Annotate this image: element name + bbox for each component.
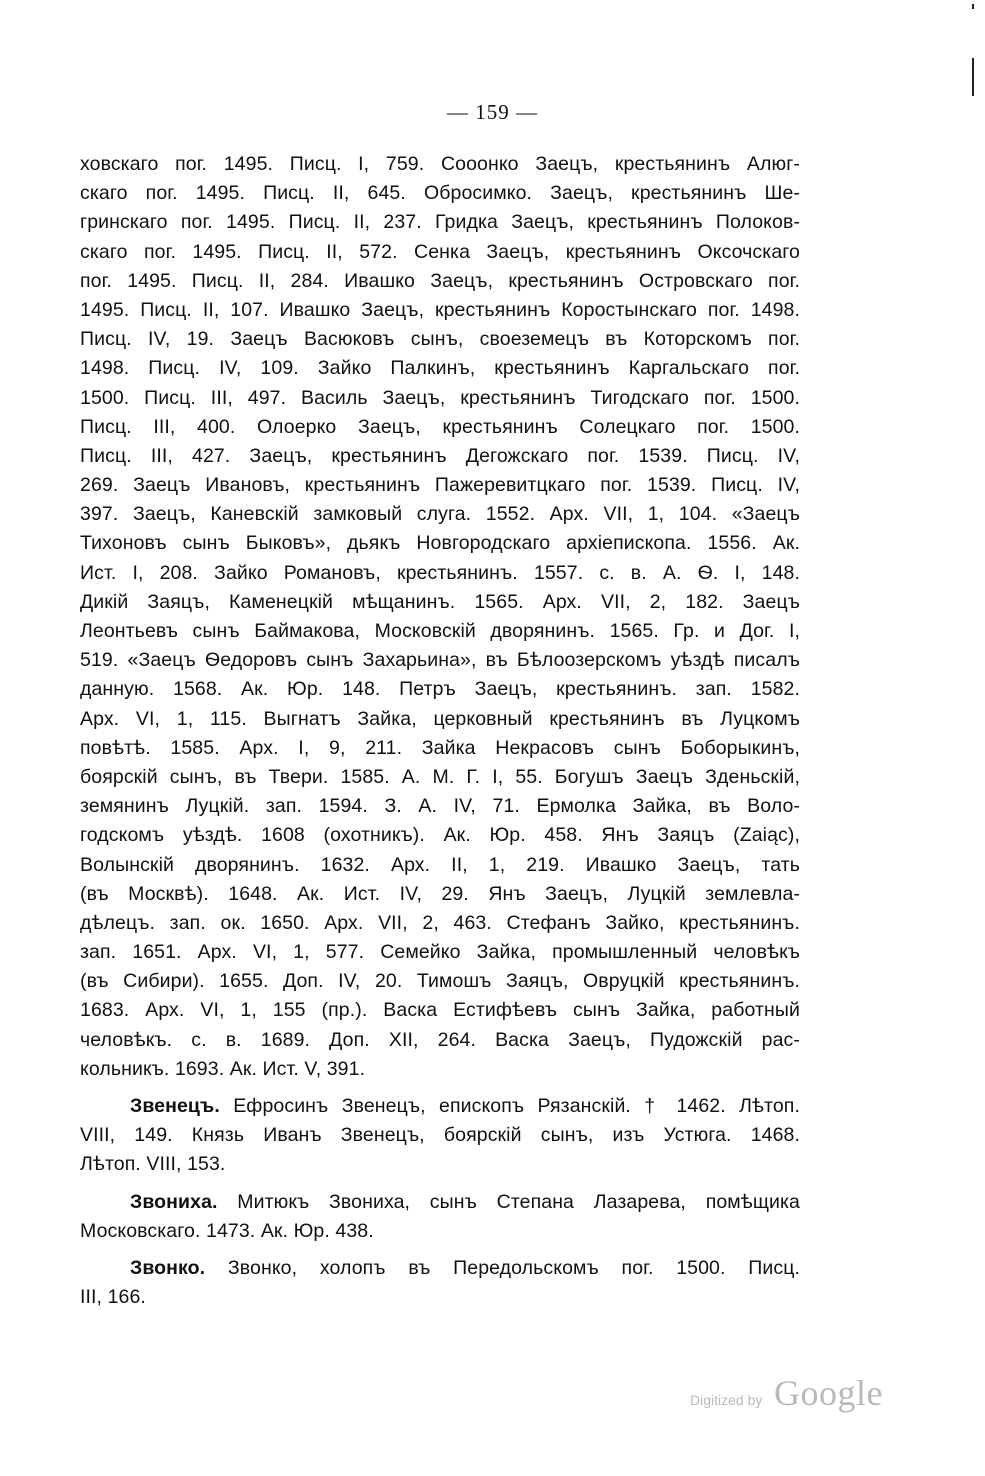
entry-headword: Звонко.	[130, 1256, 206, 1279]
text-line: Арх. VI, 1, 115. Выгнатъ Зайка, церковный крестьянинъ въ Луцкомъ	[80, 707, 800, 730]
text-line: данную. 1568. Ак. Юр. 148. Петръ Заецъ, крестьянинъ. зап. 1582.	[80, 678, 800, 701]
text-line: человѣкъ. с. в. 1689. Доп. XII, 264. Васка Заецъ, Пудожскій рас-	[80, 1028, 800, 1051]
text-line: Дикій Заяцъ, Каменецкій мѣщанинъ. 1565. Арх. VII, 2, 182. Заецъ	[80, 590, 800, 613]
text-line: скаго пог. 1495. Писц. II, 645. Обросимко. Заецъ, крестьянинъ Ше-	[80, 182, 800, 205]
entry-line: VIII, 149. Князь Иванъ Звенецъ, боярскій сынъ, изъ Устюга. 1468.	[80, 1124, 800, 1147]
text-line: боярскій сынъ, въ Твери. 1585. А. М. Г. I, 55. Богушъ Заецъ Зденьскій,	[80, 765, 800, 788]
text-line: (въ Сибири). 1655. Доп. IV, 20. Тимошъ Заяцъ, Овруцкій крестьянинъ.	[80, 970, 800, 993]
text-line: (въ Москвѣ). 1648. Ак. Ист. IV, 29. Янъ Заецъ, Луцкій землевла-	[80, 882, 800, 905]
entry-text: Митюкъ Звониха, сынъ Степана Лазарева, помѣщика	[217, 1190, 800, 1213]
text-line: дѣлецъ. зап. ок. 1650. Арх. VII, 2, 463. Стефанъ Зайко, крестьянинъ.	[80, 911, 800, 934]
text-line: кольникъ. 1693. Ак. Ист. V, 391.	[80, 1057, 366, 1080]
entry-gap	[80, 1246, 800, 1254]
text-line: Волынскій дворянинъ. 1632. Арх. II, 1, 219. Ивашко Заецъ, тать	[80, 853, 800, 876]
entry-text: Ефросинъ Звенецъ, епископъ Рязанскій. † 1462. Лѣтоп.	[219, 1095, 800, 1117]
text-line: Ист. I, 208. Зайко Романовъ, крестьянинъ. 1557. с. в. А. Ѳ. I, 148.	[80, 561, 800, 584]
text-line: 1498. Писц. IV, 109. Зайко Палкинъ, крестьянинъ Каргальскаго пог.	[80, 357, 800, 380]
entry-headword: Звониха.	[130, 1190, 218, 1213]
text-line: 519. «Заецъ Ѳедоровъ сынъ Захарьина», въ Бѣлоозерскомъ уѣздѣ писалъ	[80, 649, 800, 672]
entry-line: Московскаго. 1473. Ак. Юр. 438.	[80, 1219, 374, 1242]
watermark-logo: Google	[774, 1373, 883, 1413]
text-line: гринскаго пог. 1495. Писц. II, 237. Гридка Заецъ, крестьянинъ Полоков-	[80, 211, 800, 234]
text-line: скаго пог. 1495. Писц. II, 572. Сенка Заецъ, крестьянинъ Оксочскаго	[80, 240, 800, 263]
text-line: Писц. III, 400. Олоерко Заецъ, крестьянинъ Солецкаго пог. 1500.	[80, 415, 800, 438]
entry-text: Звонко, холопъ въ Передольскомъ пог. 1500. Писц.	[205, 1256, 800, 1279]
watermark-prefix: Digitized by	[690, 1392, 763, 1408]
text-line: повѣтѣ. 1585. Арх. I, 9, 211. Зайка Некрасовъ сынъ Боборыкинъ,	[80, 736, 800, 759]
text-line: 269. Заецъ Ивановъ, крестьянинъ Пажеревитцкаго пог. 1539. Писц. IV,	[80, 474, 800, 497]
text-line: Писц. III, 427. Заецъ, крестьянинъ Дегожскаго пог. 1539. Писц. IV,	[80, 444, 800, 467]
text-line: Писц. IV, 19. Заецъ Васюковъ сынъ, своеземецъ въ Которскомъ пог.	[80, 328, 800, 351]
text-line: 1500. Писц. III, 497. Василь Заецъ, крестьянинъ Тигодскаго пог. 1500.	[80, 386, 800, 409]
text-line: 1495. Писц. II, 107. Ивашко Заецъ, крестьянинъ Коростынскаго пог. 1498.	[80, 298, 800, 321]
text-line: пог. 1495. Писц. II, 284. Ивашко Заецъ, крестьянинъ Островскаго пог.	[80, 269, 800, 292]
scan-edge-mark	[972, 58, 974, 96]
text-line: 1683. Арх. VI, 1, 155 (пр.). Васка Естифѣевъ сынъ Зайка, работный	[80, 999, 800, 1022]
digitized-by-google-watermark	[690, 1373, 900, 1418]
entry-gap	[80, 1180, 800, 1188]
entry-gap	[80, 1084, 800, 1092]
entry-first-line	[80, 1188, 800, 1217]
text-line: 397. Заецъ, Каневскій замковый слуга. 1552. Арх. VII, 1, 104. «Заецъ	[80, 503, 800, 526]
text-line: Тихоновъ сынъ Быковъ», дьякъ Новгородскаго архіепископа. 1556. Ак.	[80, 532, 800, 555]
entry-line: Лѣтоп. VIII, 153.	[80, 1153, 226, 1176]
entry-first-line	[80, 1092, 800, 1121]
text-line: земянинъ Луцкій. зап. 1594. З. А. IV, 71. Ермолка Зайка, въ Воло-	[80, 795, 800, 818]
entry-line: III, 166.	[80, 1286, 146, 1309]
entry-first-line	[80, 1254, 800, 1283]
body-text	[80, 150, 800, 1312]
text-line: зап. 1651. Арх. VI, 1, 577. Семейко Зайка, промышленный человѣкъ	[80, 941, 800, 964]
page-number: — 159 —	[447, 100, 538, 124]
text-line: годскомъ уѣздѣ. 1608 (охотникъ). Ак. Юр. 458. Янъ Заяцъ (Zaiąc),	[80, 824, 800, 847]
entry-headword: Звенецъ.	[130, 1095, 220, 1117]
scan-edge-dot	[972, 4, 974, 9]
text-line: ховскаго пог. 1495. Писц. I, 759. Сооонко Заецъ, крестьянинъ Алюг-	[80, 153, 800, 175]
text-line: Леонтьевъ сынъ Баймакова, Московскій дворянинъ. 1565. Гр. и Дог. I,	[80, 620, 800, 642]
